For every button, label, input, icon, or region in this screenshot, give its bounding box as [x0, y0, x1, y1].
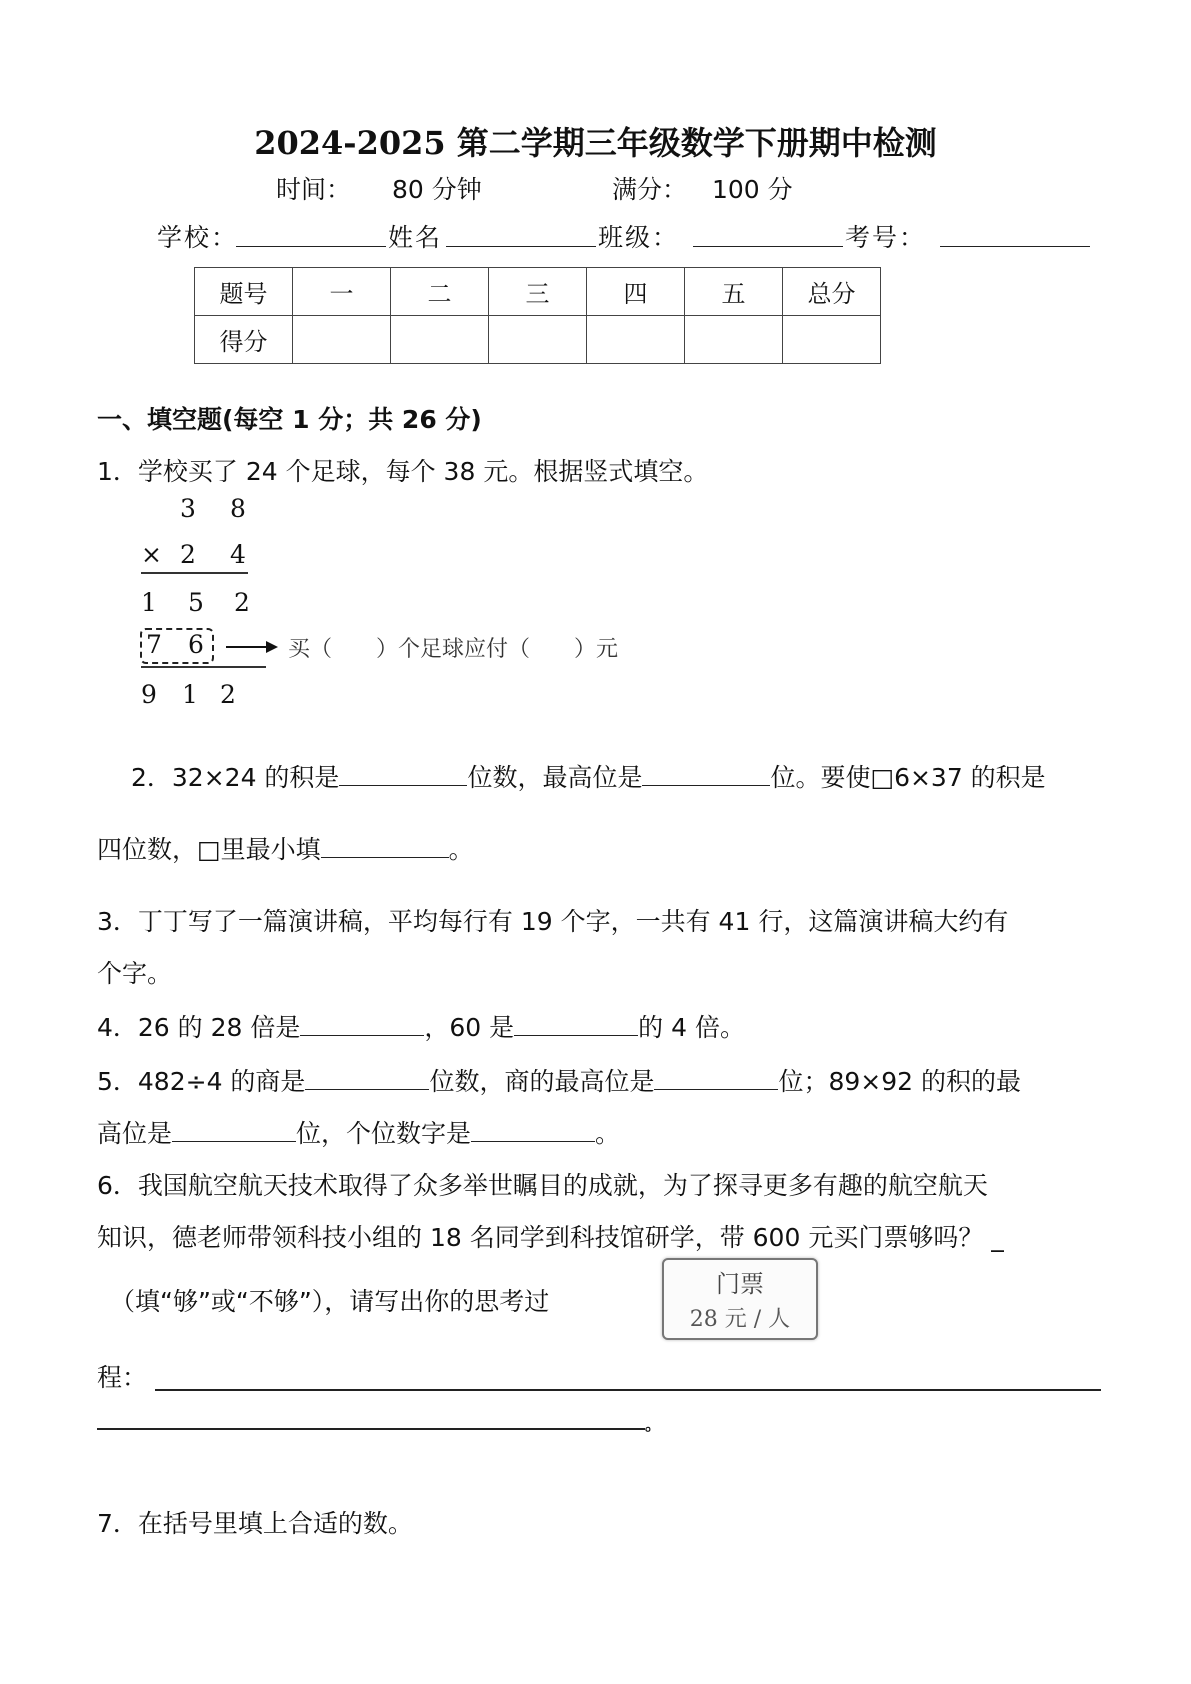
multiply-sign: ×: [141, 540, 162, 569]
score-cell[interactable]: [783, 316, 881, 364]
q4-text-a: 4．26 的 28 倍是: [97, 1013, 301, 1042]
school-field[interactable]: [236, 222, 386, 247]
question-2-line-2: [97, 830, 474, 866]
score-table: [194, 267, 881, 364]
question-1-text: 1．学校买了 24 个足球，每个 38 元。根据竖式填空。: [97, 457, 709, 486]
exam-number-label: 考号：: [845, 223, 927, 252]
calc-digit: 2: [180, 540, 196, 569]
calc-divider: [141, 572, 248, 574]
calc-digit: 6: [188, 630, 204, 659]
q2-text-c: 位。要使□6×37 的积是: [770, 763, 1046, 792]
answer-blank[interactable]: [172, 1117, 296, 1142]
score-cell[interactable]: [293, 316, 391, 364]
q4-text-b: ，60 是: [424, 1013, 515, 1042]
answer-blank[interactable]: [339, 761, 467, 786]
calc-digit: 8: [230, 494, 246, 523]
score-table-header-cell: 题号: [195, 268, 293, 316]
answer-line[interactable]: [97, 1428, 645, 1430]
q2-text-b: 位数，最高位是: [467, 763, 643, 792]
question-2-line-1: [131, 758, 1046, 794]
calc-annotation: 买（ ）个足球应付（ ）元: [288, 637, 619, 662]
q2-text-a: 2．32×24 的积是: [131, 763, 340, 792]
score-table-header-cell: 二: [391, 268, 489, 316]
full-score-value: 100 分: [712, 175, 793, 204]
score-cell[interactable]: [587, 316, 685, 364]
calc-digit: 9: [141, 680, 157, 709]
question-6-line-3: （填“够”或“不够”），请写出你的思考过: [110, 1287, 550, 1316]
score-row-label: 得分: [195, 316, 293, 364]
question-7-text: 7．在括号里填上合适的数。: [97, 1509, 413, 1538]
answer-line-end: 。: [645, 1415, 662, 1434]
score-cell[interactable]: [685, 316, 783, 364]
q5-text-a: 5．482÷4 的商是: [97, 1067, 306, 1096]
question-3-line-2: 个字。: [97, 959, 173, 988]
q2-text-d: 四位数，□里最小填: [97, 835, 321, 864]
answer-blank[interactable]: [300, 1011, 424, 1036]
exam-number-field[interactable]: [940, 222, 1090, 247]
section-heading: 一、填空题(每空 1 分；共 26 分): [97, 405, 482, 434]
calc-digit: 3: [180, 494, 196, 523]
ticket-image: [662, 1258, 818, 1340]
calc-digit: 4: [230, 540, 246, 569]
time-label: 时间：: [276, 175, 352, 204]
score-cell[interactable]: [489, 316, 587, 364]
page-title: 2024-2025 第二学期三年级数学下册期中检测: [254, 124, 937, 162]
question-6-line-2: 知识，德老师带领科技小组的 18 名同学到科技馆研学，带 600 元买门票够吗？ _: [97, 1223, 1004, 1252]
calc-digit: 1: [182, 680, 198, 709]
calc-digit: 1: [141, 588, 157, 617]
question-3-line-1: 3．丁丁写了一篇演讲稿，平均每行有 19 个字，一共有 41 行，这篇演讲稿大约有: [97, 907, 1009, 936]
answer-line[interactable]: [155, 1389, 1101, 1391]
score-table-header-cell: 三: [489, 268, 587, 316]
score-table-score-row: [195, 316, 881, 364]
calc-digit: 2: [220, 680, 236, 709]
score-table-header-row: [195, 268, 881, 316]
answer-blank[interactable]: [642, 761, 770, 786]
time-value: 80 分钟: [392, 175, 482, 204]
question-4: [97, 1008, 745, 1044]
q5-text-c: 位；89×92 的积的最: [778, 1067, 1021, 1096]
class-label: 班级：: [598, 223, 680, 252]
answer-blank[interactable]: [654, 1065, 778, 1090]
answer-blank[interactable]: [514, 1011, 638, 1036]
ticket-title: 门票: [716, 1270, 764, 1298]
full-score-label: 满分：: [612, 175, 688, 204]
score-table-header-cell: 一: [293, 268, 391, 316]
question-5-line-2: [97, 1114, 620, 1150]
school-label: 学校：: [157, 223, 239, 252]
score-table-header-cell: 四: [587, 268, 685, 316]
name-label: 姓名: [388, 223, 443, 252]
question-6-line-1: 6．我国航空航天技术取得了众多举世瞩目的成就，为了探寻更多有趣的航空航天: [97, 1171, 988, 1200]
score-table-header-cell: 总分: [783, 268, 881, 316]
answer-blank[interactable]: [321, 833, 449, 858]
question-6-line-4: 程：: [97, 1363, 148, 1392]
ticket-price: 28 元 / 人: [689, 1307, 791, 1332]
q5-text-f: 。: [595, 1119, 621, 1148]
q4-text-c: 的 4 倍。: [638, 1013, 745, 1042]
question-5-line-1: [97, 1062, 1021, 1098]
arrow-icon: [226, 646, 268, 648]
calc-digit: 5: [188, 588, 204, 617]
q5-text-b: 位数，商的最高位是: [429, 1067, 655, 1096]
answer-blank[interactable]: [305, 1065, 429, 1090]
calc-divider: [141, 666, 266, 668]
answer-blank[interactable]: [471, 1117, 595, 1142]
q2-text-e: 。: [448, 835, 474, 864]
q5-text-d: 高位是: [97, 1119, 173, 1148]
name-field[interactable]: [446, 222, 596, 247]
score-table-header-cell: 五: [685, 268, 783, 316]
calc-digit: 2: [234, 588, 250, 617]
q5-text-e: 位，个位数字是: [296, 1119, 472, 1148]
score-cell[interactable]: [391, 316, 489, 364]
arrow-head-icon: [266, 641, 278, 653]
calc-digit: 7: [146, 630, 162, 659]
class-field[interactable]: [693, 222, 843, 247]
